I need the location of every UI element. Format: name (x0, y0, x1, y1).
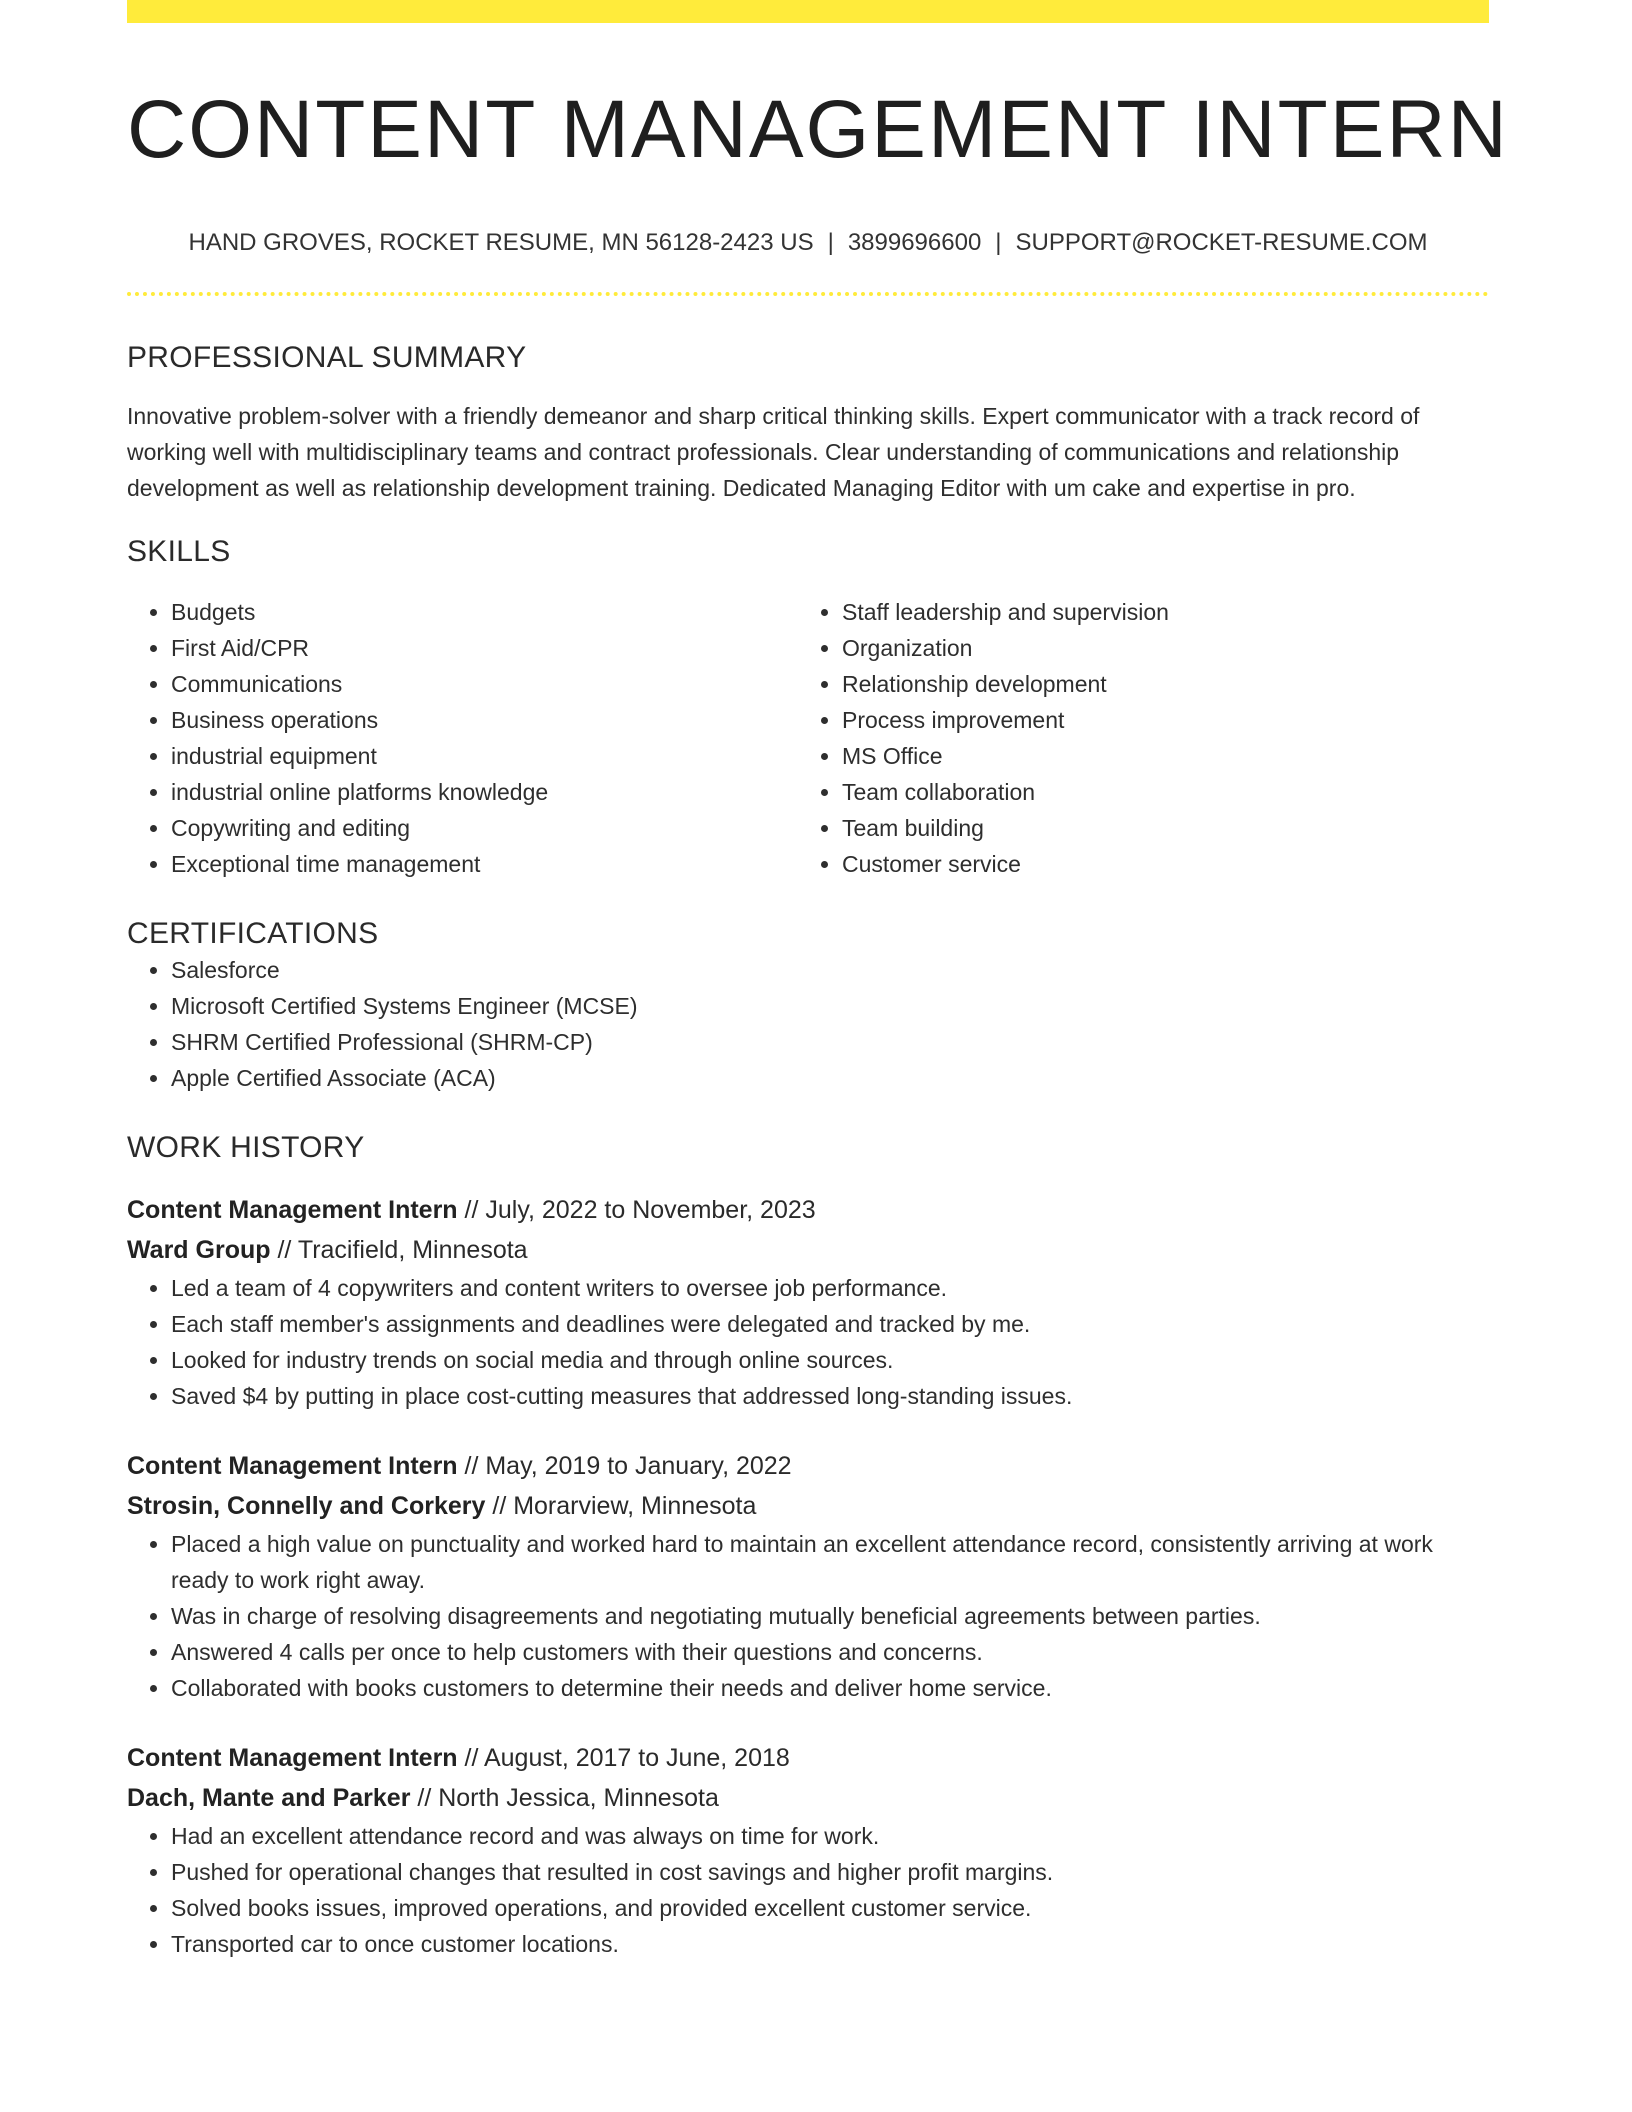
job-company: Strosin, Connelly and Corkery (127, 1492, 486, 1520)
job-bullet: • Pushed for operational changes that resulted in cost savings and higher profit margins. (171, 1854, 1489, 1890)
skill-item: • First Aid/CPR (171, 630, 798, 666)
certification-item: • Apple Certified Associate (ACA) (171, 1060, 1489, 1096)
resume-content (127, 0, 1509, 1962)
certification-item: • Salesforce (171, 952, 1489, 988)
skill-item: • MS Office (842, 738, 1469, 774)
job-dates: // May, 2019 to January, 2022 (457, 1452, 792, 1480)
skill-item: • Staff leadership and supervision (842, 594, 1469, 630)
job-bullets (127, 1270, 1489, 1414)
certifications-heading: CERTIFICATIONS (127, 917, 379, 950)
job-bullet: • Saved $4 by putting in place cost-cutting measures that addressed long-standing issues. (171, 1378, 1489, 1414)
job-entry (127, 1738, 1489, 1962)
job-bullet: • Was in charge of resolving disagreements and negotiating mutually beneficial agreements between parties. (171, 1598, 1489, 1634)
skill-item: • Exceptional time management (171, 846, 798, 882)
certifications-list (127, 952, 1489, 1096)
skills-heading: SKILLS (127, 535, 231, 568)
job-bullet: • Answered 4 calls per once to help customers with their questions and concerns. (171, 1634, 1489, 1670)
skills-list-left (127, 594, 798, 882)
skill-item: • Communications (171, 666, 798, 702)
work-history-heading: WORK HISTORY (127, 1131, 365, 1164)
job-bullet: • Collaborated with books customers to determine their needs and deliver home service. (171, 1670, 1489, 1706)
contact-separator: | (995, 229, 1002, 256)
job-company-line (127, 1230, 1489, 1270)
certification-item: • SHRM Certified Professional (SHRM-CP) (171, 1024, 1489, 1060)
skills-column-left (127, 594, 798, 882)
job-bullets (127, 1526, 1489, 1706)
job-entry (127, 1446, 1489, 1706)
job-company: Ward Group (127, 1236, 271, 1264)
job-title-line (127, 1738, 1489, 1778)
skills-list-right (798, 594, 1469, 882)
skill-item: • Relationship development (842, 666, 1469, 702)
skill-item: • Process improvement (842, 702, 1469, 738)
job-bullet: • Had an excellent attendance record and was always on time for work. (171, 1818, 1489, 1854)
skill-item: • Copywriting and editing (171, 810, 798, 846)
job-dates: // August, 2017 to June, 2018 (457, 1744, 790, 1772)
job-bullet: • Placed a high value on punctuality and worked hard to maintain an excellent attendance record, consistently arriving at work ready to work right away. (171, 1526, 1489, 1598)
job-bullet: • Solved books issues, improved operations, and provided excellent customer service. (171, 1890, 1489, 1926)
dotted-divider (127, 292, 1489, 296)
contact-email: SUPPORT@ROCKET-RESUME.COM (1015, 229, 1428, 256)
skill-item: • Customer service (842, 846, 1469, 882)
job-location: // North Jessica, Minnesota (410, 1784, 719, 1812)
job-role: Content Management Intern (127, 1744, 458, 1772)
job-role: Content Management Intern (127, 1452, 458, 1480)
job-role: Content Management Intern (127, 1196, 458, 1224)
skill-item: • industrial online platforms knowledge (171, 774, 798, 810)
job-company: Dach, Mante and Parker (127, 1784, 411, 1812)
job-entry (127, 1190, 1489, 1414)
job-title-line (127, 1446, 1489, 1486)
summary-text: Innovative problem-solver with a friendly demeanor and sharp critical thinking skills. Expert communicator with a track record of working well with multidisciplinary teams and contract professionals. Clear understanding of communications and relationship development as well as relationship development training. Dedicated Managing Editor with um cake and expertise in pro. (127, 403, 1420, 501)
contact-address: HAND GROVES, ROCKET RESUME, MN 56128-2423 US (188, 229, 814, 256)
contact-separator: | (827, 229, 834, 256)
skills-column-right (798, 594, 1469, 882)
job-title-line (127, 1190, 1489, 1230)
job-dates: // July, 2022 to November, 2023 (457, 1196, 816, 1224)
job-location: // Tracifield, Minnesota (270, 1236, 528, 1264)
skill-item: • Business operations (171, 702, 798, 738)
certification-item: • Microsoft Certified Systems Engineer (MCSE) (171, 988, 1489, 1024)
job-bullet: • Transported car to once customer locations. (171, 1926, 1489, 1962)
job-location: // Morarview, Minnesota (485, 1492, 757, 1520)
job-company-line (127, 1778, 1489, 1818)
job-bullet: • Looked for industry trends on social media and through online sources. (171, 1342, 1489, 1378)
summary-heading: PROFESSIONAL SUMMARY (127, 341, 527, 374)
skills-grid (127, 594, 1489, 882)
skill-item: • Team building (842, 810, 1469, 846)
skill-item: • Organization (842, 630, 1469, 666)
contact-phone: 3899696600 (847, 229, 982, 256)
skill-item: • Team collaboration (842, 774, 1469, 810)
resume-title: CONTENT MANAGEMENT INTERN (127, 84, 1509, 175)
job-bullets (127, 1818, 1489, 1962)
job-bullet: • Led a team of 4 copywriters and content writers to oversee job performance. (171, 1270, 1489, 1306)
skill-item: • Budgets (171, 594, 798, 630)
job-company-line (127, 1486, 1489, 1526)
job-bullet: • Each staff member's assignments and deadlines were delegated and tracked by me. (171, 1306, 1489, 1342)
skill-item: • industrial equipment (171, 738, 798, 774)
contact-line (127, 228, 1489, 258)
